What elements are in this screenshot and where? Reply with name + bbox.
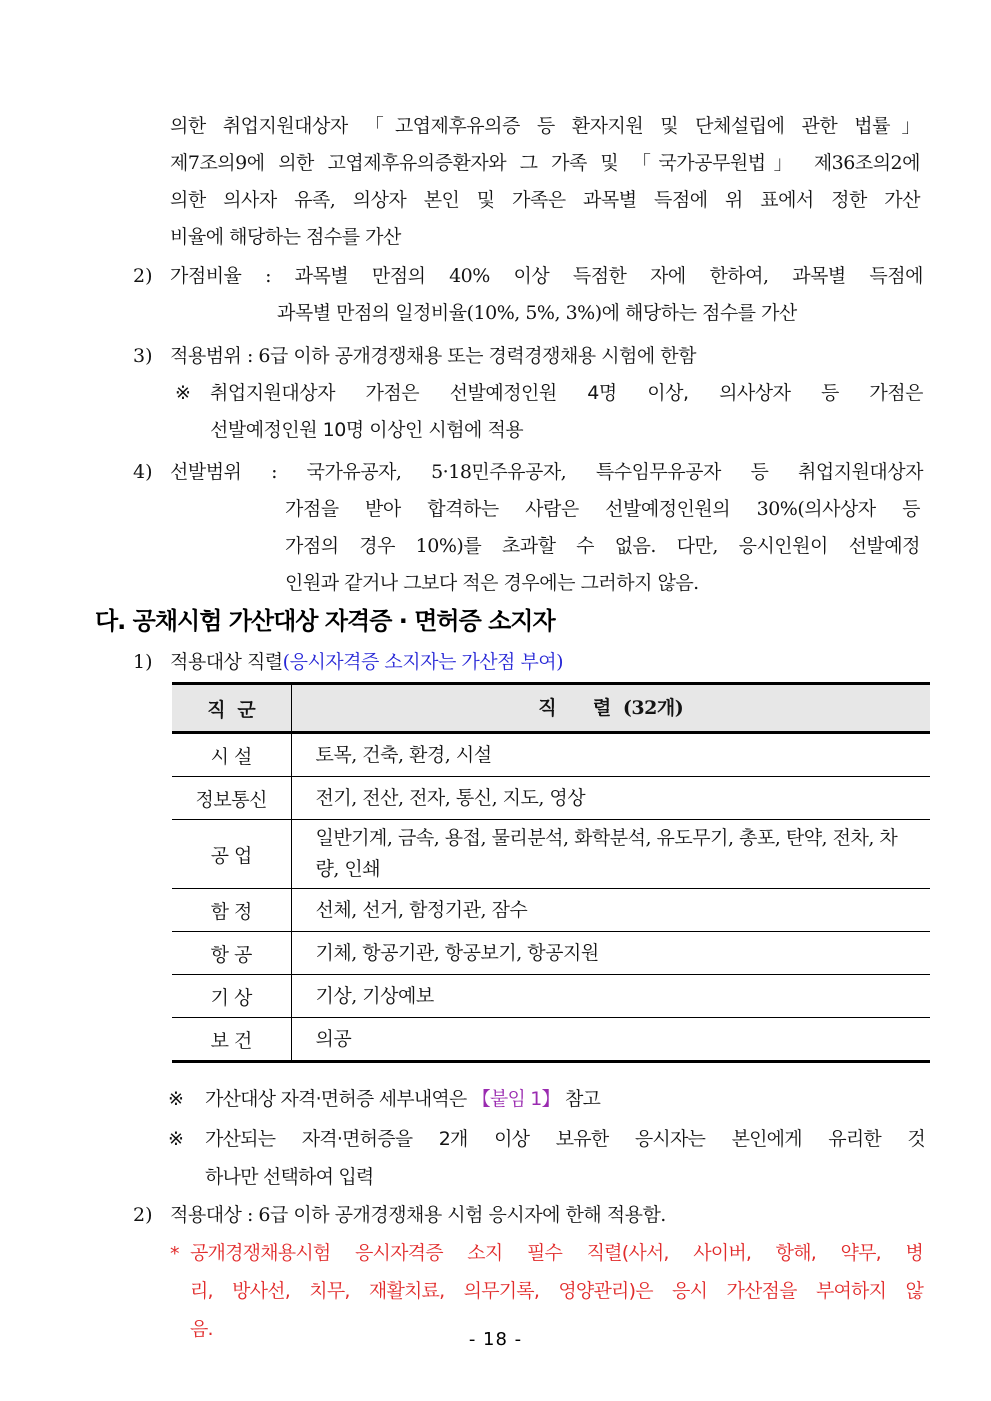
paragraph-line: 선발범위 : 국가유공자, 5·18민주유공자, 특수임무유공자 등 취업지원대상자: [170, 461, 923, 483]
note-line: 취업지원대상자 가점은 선발예정인원 4명 이상, 의사상자 등 가점은: [210, 382, 923, 404]
table-row: [172, 776, 930, 819]
group-cell: 항 공: [172, 932, 292, 974]
attachment-highlight: 【붙임 1】: [471, 1088, 560, 1110]
paragraph-line: 가점의 경우 10%)를 초과할 수 없음. 다만, 응시인원이 선발예정: [285, 535, 920, 557]
table-row: [172, 819, 930, 888]
section-heading: 다. 공채시험 가산대상 자격증 · 면허증 소지자: [95, 607, 555, 635]
item-selection-range: [133, 454, 923, 602]
paragraph-line: 과목별 만점의 일정비율(10%, 5%, 3%)에 해당하는 점수를 가산: [277, 302, 797, 324]
series-cell: 기체, 항공기관, 항공보기, 항공지원: [315, 941, 599, 964]
series-cell: 의공: [315, 1027, 352, 1050]
apply-target-label: 적용대상 직렬: [170, 651, 283, 673]
series-cell: 선체, 선거, 함정기관, 잠수: [315, 898, 528, 921]
table-header-row: [172, 685, 930, 733]
paragraph-line: 인원과 같거나 그보다 적은 경우에는 그러하지 않음.: [285, 572, 699, 594]
item-apply-target-series: [133, 644, 923, 681]
paragraph-line: [170, 644, 923, 681]
note-line: [205, 1080, 923, 1118]
item-number: 2): [133, 1204, 153, 1226]
item-text: [170, 338, 923, 449]
intro-paragraph: [170, 108, 920, 256]
reference-note: [170, 375, 923, 449]
table-row: [172, 1017, 930, 1060]
item-text: [170, 644, 923, 681]
item-number: 2): [133, 265, 153, 287]
page-content: [95, 108, 925, 1348]
table-row: [172, 888, 930, 931]
series-cell: 일반기계, 금속, 용접, 물리분석, 화학분석, 유도무기, 총포, 탄약, 전차, 차량, 인쇄: [315, 827, 898, 880]
paragraph-line: 적용범위 : 6급 이하 공개경쟁채용 또는 경력경쟁채용 시험에 한함: [170, 345, 697, 367]
note-attachment-reference: [133, 1080, 923, 1118]
paragraph-line: 비율에 해당하는 점수를 가산: [170, 226, 401, 248]
group-cell: 공 업: [172, 820, 292, 888]
series-cell: 기상, 기상예보: [315, 984, 434, 1007]
item-text: [170, 454, 923, 602]
table-row: [172, 974, 930, 1017]
reference-mark-icon: ※: [175, 382, 191, 404]
series-cell: 전기, 전산, 전자, 통신, 지도, 영상: [315, 786, 586, 809]
table-row: [172, 931, 930, 974]
item-text: [170, 258, 923, 332]
note-text: 가산대상 자격·면허증 세부내역은: [205, 1088, 472, 1110]
note-text: 참고: [559, 1088, 601, 1110]
item-number: 4): [133, 461, 153, 483]
group-cell: 정보통신: [172, 777, 292, 819]
paragraph-line: 제7조의9에 의한 고엽제후유의증환자와 그 가족 및 「국가공무원법」 제36조의2에: [170, 152, 920, 174]
column-header-series: 직 렬 (32개): [538, 696, 684, 719]
paragraph-line: 적용대상 : 6급 이하 공개경쟁채용 시험 응시자에 한해 적용함.: [170, 1204, 666, 1226]
item-text: [170, 1197, 923, 1234]
series-cell: 토목, 건축, 환경, 시설: [315, 743, 492, 766]
note-line: 가산되는 자격·면허증을 2개 이상 보유한 응시자는 본인에게 유리한 것: [205, 1128, 925, 1150]
column-header-group: 직 군: [172, 685, 292, 731]
page-number: - 18 -: [468, 1329, 523, 1350]
red-note-line: 공개경쟁채용시험 응시자격증 소지 필수 직렬(사서, 사이버, 항해, 약무, 병: [190, 1242, 923, 1264]
red-note-line: 리, 방사선, 치무, 재활치료, 의무기록, 영양관리)은 응시 가산점을 부여하지 않: [190, 1280, 923, 1302]
paragraph-line: 가점비율 : 과목별 만점의 40% 이상 득점한 자에 한하여, 과목별 득점에: [170, 265, 923, 287]
note-line: 선발예정인원 10명 이상인 시험에 적용: [210, 419, 524, 441]
item-number: 1): [133, 651, 153, 673]
blue-annotation: (응시자격증 소지자는 가산점 부여): [282, 651, 564, 673]
item-application-scope: [133, 338, 923, 449]
note-multiple-certificates: [133, 1120, 925, 1196]
asterisk-icon: *: [170, 1243, 180, 1265]
series-table: [172, 682, 930, 1063]
group-cell: 보 건: [172, 1018, 292, 1060]
paragraph-line: 의한 의사자 유족, 의상자 본인 및 가족은 과목별 득점에 위 표에서 정한 가산: [170, 189, 920, 211]
red-note-line: 음.: [190, 1318, 213, 1340]
group-cell: 함 정: [172, 889, 292, 931]
note-line: 하나만 선택하여 입력: [205, 1166, 374, 1188]
item-number: 3): [133, 345, 153, 367]
reference-mark-icon: ※: [168, 1088, 184, 1110]
reference-mark-icon: ※: [168, 1128, 184, 1150]
paragraph-line: 의한 취업지원대상자 「고엽제후유의증 등 환자지원 및 단체설립에 관한 법률」: [170, 115, 920, 137]
item-bonus-ratio: [133, 258, 923, 332]
group-cell: 기 상: [172, 975, 292, 1017]
paragraph-line: 가점을 받아 합격하는 사람은 선발예정인원의 30%(의사상자 등: [285, 498, 920, 520]
table-row: [172, 733, 930, 776]
item-apply-target: [133, 1197, 923, 1234]
group-cell: 시 설: [172, 734, 292, 776]
